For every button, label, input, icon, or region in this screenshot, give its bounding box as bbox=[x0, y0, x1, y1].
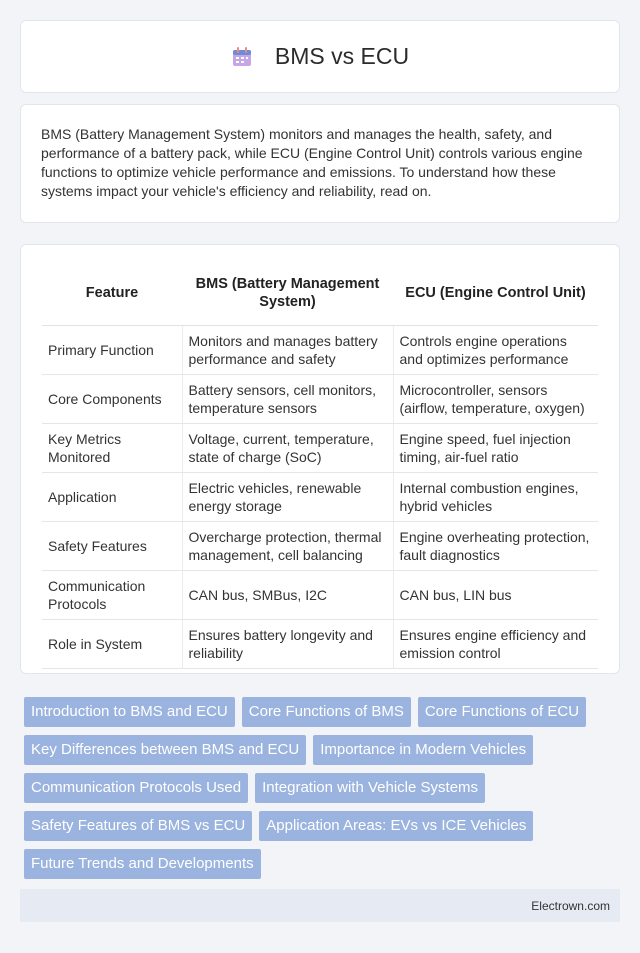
header-bms: BMS (Battery Management System) bbox=[182, 261, 393, 325]
bms-cell: Voltage, current, temperature, state of charge (SoC) bbox=[182, 423, 393, 472]
footer-site-link[interactable]: Electrown.com bbox=[531, 898, 610, 913]
bms-cell: Overcharge protection, thermal management, cell balancing bbox=[182, 521, 393, 570]
bms-cell: Ensures battery longevity and reliability bbox=[182, 619, 393, 668]
ecu-cell: Engine speed, fuel injection timing, air-fuel ratio bbox=[393, 423, 598, 472]
bms-cell: Battery sensors, cell monitors, temperature sensors bbox=[182, 374, 393, 423]
ecu-cell: Engine overheating protection, fault diagnostics bbox=[393, 521, 598, 570]
table-row bbox=[42, 472, 598, 521]
feature-cell: Safety Features bbox=[42, 521, 182, 570]
title-card bbox=[20, 20, 620, 93]
topic-link[interactable]: Introduction to BMS and ECU bbox=[24, 697, 235, 727]
ecu-cell: Internal combustion engines, hybrid vehicles bbox=[393, 472, 598, 521]
bms-cell: Electric vehicles, renewable energy storage bbox=[182, 472, 393, 521]
footer bbox=[20, 889, 620, 922]
topic-link[interactable]: Core Functions of ECU bbox=[418, 697, 586, 727]
intro-paragraph: BMS (Battery Management System) monitors and manages the health, safety, and performance of a battery pack, while ECU (Engine Control Unit) controls various engine functions to optimize vehicle performance and emissions. To understand how these systems impact your vehicle's efficiency and reliability, read on. bbox=[41, 126, 583, 199]
table-row bbox=[42, 325, 598, 374]
bms-cell: Monitors and manages battery performance and safety bbox=[182, 325, 393, 374]
table-row bbox=[42, 374, 598, 423]
table-header-row bbox=[42, 261, 598, 325]
table-row bbox=[42, 521, 598, 570]
bms-cell: CAN bus, SMBus, I2C bbox=[182, 570, 393, 619]
feature-cell: Role in System bbox=[42, 619, 182, 668]
topic-link[interactable]: Safety Features of BMS vs ECU bbox=[24, 811, 252, 841]
topic-link[interactable]: Core Functions of BMS bbox=[242, 697, 411, 727]
feature-cell: Primary Function bbox=[42, 325, 182, 374]
topic-link[interactable]: Key Differences between BMS and ECU bbox=[24, 735, 306, 765]
topic-link[interactable]: Future Trends and Developments bbox=[24, 849, 261, 879]
feature-cell: Communication Protocols bbox=[42, 570, 182, 619]
comparison-table-card bbox=[20, 244, 620, 674]
topic-link[interactable]: Communication Protocols Used bbox=[24, 773, 248, 803]
topic-link[interactable]: Importance in Modern Vehicles bbox=[313, 735, 533, 765]
feature-cell: Core Components bbox=[42, 374, 182, 423]
topic-link[interactable]: Application Areas: EVs vs ICE Vehicles bbox=[259, 811, 533, 841]
ecu-cell: Controls engine operations and optimizes performance bbox=[393, 325, 598, 374]
header-feature: Feature bbox=[42, 261, 182, 325]
topic-link[interactable]: Integration with Vehicle Systems bbox=[255, 773, 485, 803]
ecu-cell: Microcontroller, sensors (airflow, temperature, oxygen) bbox=[393, 374, 598, 423]
table-row bbox=[42, 570, 598, 619]
comparison-table bbox=[42, 261, 598, 669]
table-row bbox=[42, 619, 598, 668]
related-topics bbox=[20, 697, 620, 879]
header-ecu: ECU (Engine Control Unit) bbox=[393, 261, 598, 325]
feature-cell: Application bbox=[42, 472, 182, 521]
calendar-icon bbox=[231, 46, 253, 68]
page-title: BMS vs ECU bbox=[274, 43, 410, 69]
ecu-cell: CAN bus, LIN bus bbox=[393, 570, 598, 619]
table-row bbox=[42, 423, 598, 472]
intro-card bbox=[20, 104, 620, 223]
feature-cell: Key Metrics Monitored bbox=[42, 423, 182, 472]
ecu-cell: Ensures engine efficiency and emission control bbox=[393, 619, 598, 668]
